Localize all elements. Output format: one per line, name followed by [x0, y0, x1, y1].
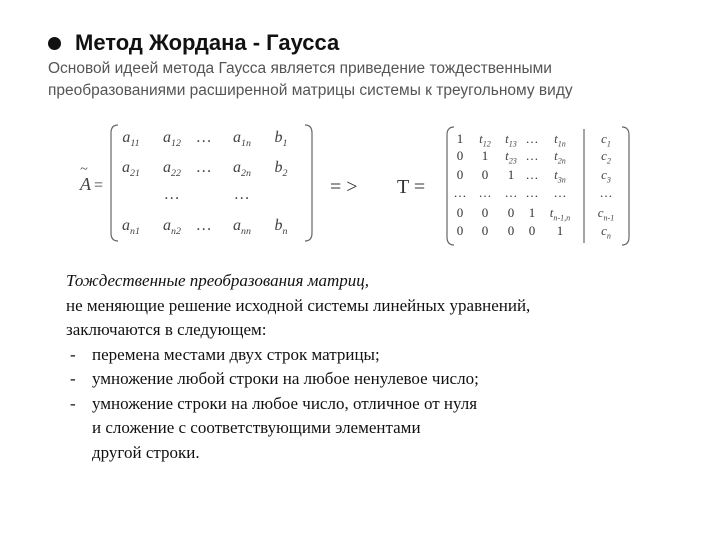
matrix-a-label: A: [80, 174, 91, 194]
matrix-cell: $t_{13}$: [505, 131, 517, 149]
matrix-t-right-bracket: [622, 127, 629, 245]
matrix-figure: [0, 115, 720, 255]
intro-text: [48, 58, 688, 102]
list-item: [66, 367, 686, 392]
matrix-cell: $t_{3n}$: [554, 167, 566, 185]
matrix-cell: …: [553, 185, 567, 200]
matrix-cell: $a_{11}$: [122, 129, 140, 149]
matrix-cell: …: [525, 131, 539, 146]
title-row: [48, 30, 339, 56]
body-text: [66, 269, 686, 465]
matrix-cell: 0: [456, 223, 464, 238]
matrix-a-eq: =: [94, 177, 104, 194]
matrix-cell: …: [234, 186, 250, 203]
body-italic-line: Тождественные преобразования матриц,: [66, 271, 370, 290]
matrix-cell: $c_{n-1}$: [597, 205, 615, 223]
matrix-cell: $b_2$: [274, 159, 288, 179]
matrix-cell: 0: [481, 205, 489, 220]
matrix-cell: 0: [507, 223, 515, 238]
intro-line: Основой идеей метода Гаусса является приведение тождественными: [48, 60, 552, 77]
list-continuation: и сложение с соответствующими элементами: [92, 418, 421, 437]
arrow-text: = >: [330, 176, 358, 198]
matrix-cell: $a_{n2}$: [163, 217, 181, 237]
matrix-cell: 0: [456, 205, 464, 220]
matrix-a-left-bracket: [111, 125, 118, 241]
matrix-cell: …: [504, 185, 518, 200]
matrix-cell: 0: [507, 205, 515, 220]
list-item: [66, 343, 686, 368]
list-dash: -: [70, 369, 76, 388]
matrix-cell: …: [599, 185, 613, 200]
matrix-svg: [0, 115, 720, 255]
matrix-a-right-bracket: [305, 125, 312, 241]
slide-title: Метод Жордана - Гаусса: [75, 30, 340, 55]
matrix-cell: $a_{12}$: [163, 129, 181, 149]
list-item: [66, 392, 686, 417]
matrix-cell: 1: [556, 223, 564, 238]
matrix-cell: 0: [528, 223, 536, 238]
matrix-cell: …: [525, 148, 539, 163]
matrix-cell: $c_1$: [601, 131, 611, 149]
matrix-cell: 0: [456, 148, 464, 163]
matrix-cell: 0: [481, 223, 489, 238]
bullet-icon: [48, 37, 61, 50]
list-dash: -: [70, 393, 76, 413]
matrix-cell: $a_{nn}$: [233, 217, 251, 237]
body-line: заключаются в следующем:: [66, 320, 267, 339]
matrix-cell: $a_{22}$: [163, 159, 181, 179]
matrix-cell: $a_{1n}$: [233, 129, 251, 149]
matrix-cell: $t_{2n}$: [554, 148, 566, 166]
matrix-t-label: T =: [397, 176, 426, 198]
intro-line: преобразованиями расширенной матрицы системы к треугольному виду: [48, 82, 573, 99]
list-dash: -: [70, 344, 76, 364]
matrix-cell: …: [478, 185, 492, 200]
matrix-cell: …: [453, 185, 467, 200]
matrix-cell: $c_2$: [601, 148, 611, 166]
matrix-cell: $t_{23}$: [505, 148, 517, 166]
matrix-cell: $a_{21}$: [122, 159, 140, 179]
matrix-cell: 1: [528, 205, 536, 220]
matrix-cell: $a_{2n}$: [233, 159, 251, 179]
matrix-cell: $c_n$: [601, 223, 611, 241]
matrix-cell: $t_{1n}$: [554, 131, 566, 149]
matrix-cell: $b_1$: [274, 129, 288, 149]
matrix-cell: …: [196, 217, 212, 234]
matrix-cell: …: [164, 186, 180, 203]
matrix-cell: $t_{12}$: [479, 131, 491, 149]
body-line: не меняющие решение исходной системы линейных уравнений,: [66, 295, 531, 315]
matrix-a-tilde: ~: [80, 162, 88, 177]
matrix-cell: …: [196, 159, 212, 176]
matrix-cell: 1: [456, 131, 464, 146]
matrix-t-cells: [454, 131, 615, 240]
matrix-cell: …: [525, 185, 539, 200]
matrix-a-cells: [122, 129, 287, 237]
matrix-cell: $c_3$: [601, 167, 611, 185]
matrix-cell: 0: [481, 167, 489, 182]
list-item-text: перемена местами двух строк матрицы;: [92, 344, 380, 364]
list-item-text: умножение любой строки на любое ненулевое число;: [92, 369, 479, 388]
matrix-cell: …: [196, 129, 212, 146]
list-item-text: умножение строки на любое число, отличное от нуля: [92, 393, 478, 413]
matrix-cell: 1: [481, 148, 489, 163]
list-continuation: другой строки.: [92, 442, 200, 462]
matrix-cell: 1: [507, 167, 515, 182]
matrix-cell: $t_{n-1,n}$: [549, 205, 571, 223]
matrix-cell: $b_n$: [274, 217, 288, 237]
matrix-cell: …: [525, 167, 539, 182]
matrix-cell: $a_{n1}$: [122, 217, 140, 237]
matrix-cell: 0: [456, 167, 464, 182]
